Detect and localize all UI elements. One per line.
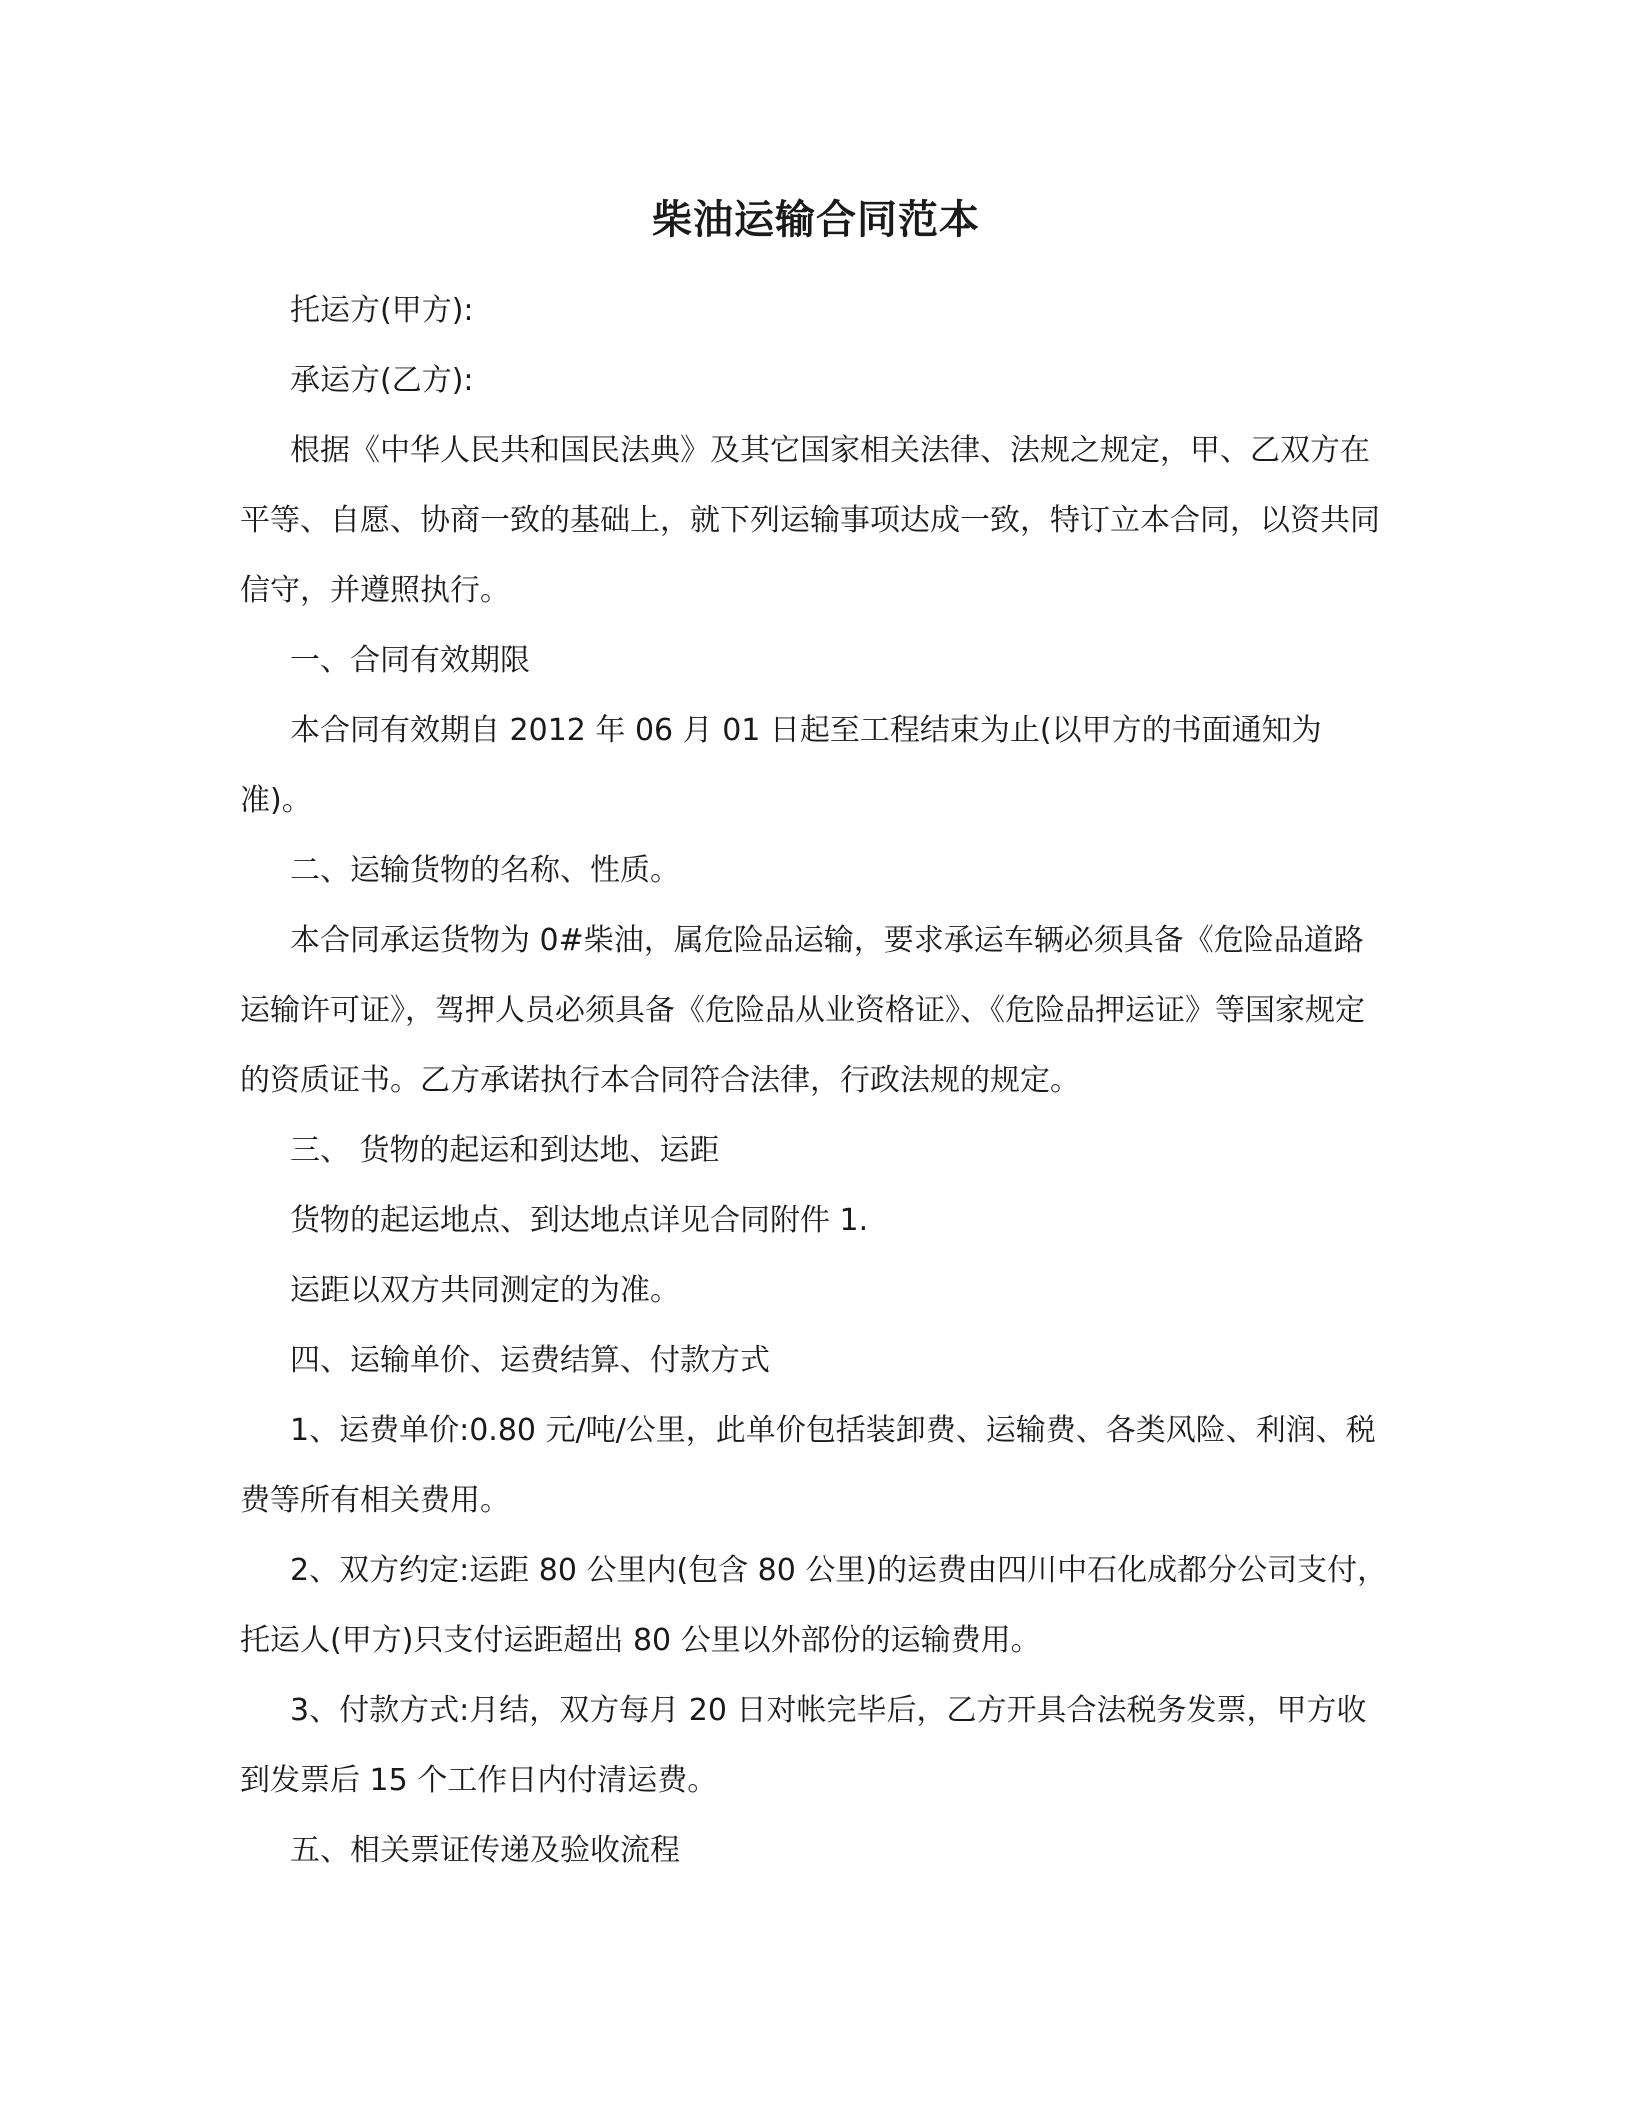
document-body: [240, 276, 1392, 1886]
section-3-paragraph-2: 运距以双方共同测定的为准。: [290, 1273, 680, 1308]
section-heading-2: 二、运输货物的名称、性质。: [290, 853, 680, 888]
section-heading-1: 一、合同有效期限: [290, 643, 530, 678]
party-b-line: 承运方(乙方):: [290, 363, 474, 398]
section-4-item-1: 1、运费单价:0.80 元/吨/公里，此单价包括装卸费、运输费、各类风险、利润、税费等所有相关费用。: [240, 1413, 1376, 1518]
section-heading-3: 三、 货物的起运和到达地、运距: [290, 1133, 720, 1168]
section-heading-5: 五、相关票证传递及验收流程: [290, 1833, 680, 1868]
section-3-paragraph-1: 货物的起运地点、到达地点详见合同附件 1.: [290, 1203, 869, 1238]
section-1-paragraph: 本合同有效期自 2012 年 06 月 01 日起至工程结束为止(以甲方的书面通知为准)。: [240, 713, 1322, 818]
section-4-item-3: 3、付款方式:月结，双方每月 20 日对帐完毕后，乙方开具合法税务发票，甲方收到发票后 15 个工作日内付清运费。: [240, 1693, 1367, 1798]
section-2-paragraph: 本合同承运货物为 0#柴油，属危险品运输，要求承运车辆必须具备《危险品道路运输许可证》，驾押人员必须具备《危险品从业资格证》、《危险品押运证》等国家规定的资质证书。乙方承诺执行本合同符合法律，行政法规的规定。: [240, 923, 1365, 1098]
document-title: 柴油运输合同范本: [652, 197, 980, 243]
section-4-item-2: 2、双方约定:运距 80 公里内(包含 80 公里)的运费由四川中石化成都分公司支付，托运人(甲方)只支付运距超出 80 公里以外部份的运输费用。: [240, 1553, 1388, 1658]
party-a-line: 托运方(甲方):: [290, 293, 474, 328]
section-heading-4: 四、运输单价、运费结算、付款方式: [290, 1343, 770, 1378]
preamble-paragraph: 根据《中华人民共和国民法典》及其它国家相关法律、法规之规定，甲、乙双方在平等、自愿、协商一致的基础上，就下列运输事项达成一致，特订立本合同，以资共同信守，并遵照执行。: [240, 433, 1380, 608]
